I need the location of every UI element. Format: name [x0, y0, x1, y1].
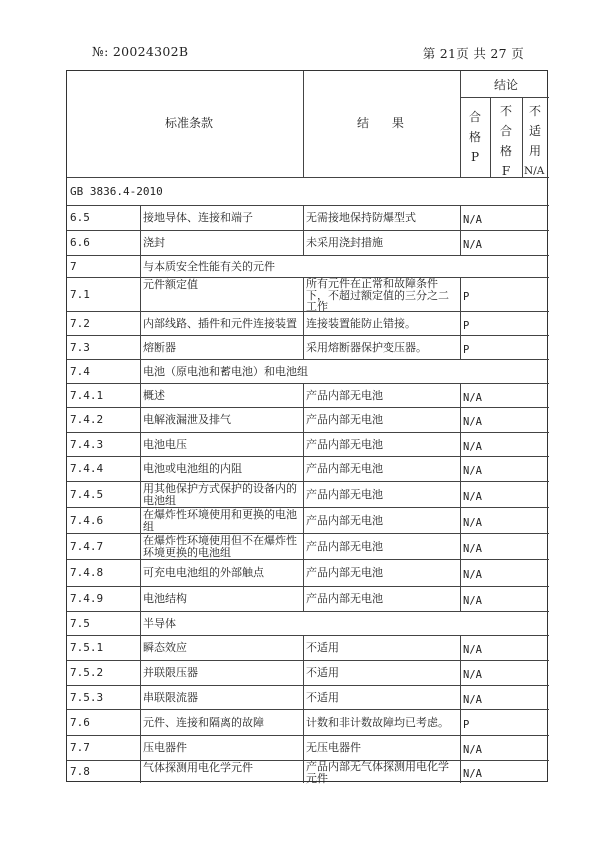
grid-line [140, 611, 141, 635]
row-result: 产品内部无电池 [306, 488, 383, 501]
grid-line [140, 507, 141, 533]
grid-line [490, 97, 491, 177]
grid-line [303, 760, 304, 783]
row-clause-title: 概述 [143, 389, 165, 402]
na-column-header-char: 不 [528, 104, 541, 118]
row-clause-title: 气体探测用电化学元件 [143, 761, 253, 774]
na-column-header-char: 适 [528, 124, 541, 138]
grid-line [303, 709, 304, 735]
grid-line [140, 559, 141, 586]
grid-line [460, 559, 461, 586]
row-clause-title: 与本质安全性能有关的元件 [143, 260, 275, 273]
grid-line [303, 335, 304, 359]
grid-line [303, 277, 304, 311]
grid-line [303, 735, 304, 760]
na-column-header [524, 101, 545, 181]
row-clause-title: 元件额定值 [143, 278, 198, 291]
grid-line [522, 97, 523, 177]
row-clause-title: 电解液漏泄及排气 [143, 413, 231, 426]
row-verdict: N/A [463, 392, 482, 404]
grid-line [460, 635, 461, 660]
grid-line [303, 481, 304, 507]
row-verdict: N/A [463, 441, 482, 453]
grid-line [303, 660, 304, 685]
row-clause-number: 7.4.4 [70, 462, 104, 475]
grid-line [460, 230, 461, 255]
row-clause-title: 接地导体、连接和端子 [143, 211, 253, 224]
grid-line [140, 432, 141, 456]
row-clause-number: 7.4.3 [70, 438, 104, 451]
row-result: 所有元件在正常和故障条件下，不超过额定值的三分之二工作 [306, 277, 449, 313]
grid-line [460, 456, 461, 481]
row-clause-number: 7.4.5 [70, 488, 104, 501]
grid-line [460, 432, 461, 456]
row-clause-title: 瞬态效应 [143, 641, 187, 654]
na-column-header-char: N/A [524, 165, 545, 177]
row-verdict: N/A [463, 491, 482, 503]
row-clause-number: 7.4 [70, 365, 90, 378]
row-result: 产品内部无电池 [306, 514, 383, 527]
grid-line [460, 335, 461, 359]
grid-line [460, 507, 461, 533]
row-clause-title: 元件、连接和隔离的故障 [143, 716, 264, 729]
grid-line [140, 760, 141, 783]
row-result: 不适用 [306, 641, 339, 654]
grid-line [140, 635, 141, 660]
standard-label: GB 3836.4-2010 [70, 185, 163, 198]
grid-line [140, 335, 141, 359]
grid-line [460, 71, 461, 177]
row-result: 连接装置能防止错接。 [306, 317, 416, 330]
row-verdict: P [463, 719, 470, 731]
row-clause-number: 7.2 [70, 317, 90, 330]
row-clause-title: 在爆炸性环境使用但不在爆炸性环境更换的电池组 [143, 534, 297, 559]
grid-line [140, 660, 141, 685]
grid-line [460, 735, 461, 760]
row-result: 不适用 [306, 666, 339, 679]
row-clause-title: 并联限压器 [143, 666, 198, 679]
grid-line [460, 586, 461, 611]
conclusion-column-header: 结论 [494, 78, 519, 92]
grid-line [460, 533, 461, 559]
row-clause-title: 电池或电池组的内阻 [143, 462, 242, 475]
row-verdict: N/A [463, 416, 482, 428]
grid-line [303, 407, 304, 432]
row-result: 产品内部无电池 [306, 413, 383, 426]
row-verdict: N/A [463, 517, 482, 529]
row-verdict: N/A [463, 744, 482, 756]
grid-line [140, 407, 141, 432]
grid-line [140, 586, 141, 611]
row-clause-title: 浇封 [143, 236, 165, 249]
fail-column-header-char: 合 [499, 124, 512, 138]
row-clause-title: 内部线路、插件和元件连接装置 [143, 317, 297, 330]
row-clause-number: 6.6 [70, 236, 90, 249]
row-verdict: N/A [463, 239, 482, 251]
grid-line [460, 685, 461, 709]
grid-line [303, 230, 304, 255]
row-result: 产品内部无气体探测用电化学元件 [306, 760, 449, 785]
row-result: 无需接地保持防爆型式 [306, 211, 416, 224]
row-verdict: N/A [463, 669, 482, 681]
result-column-header: 结 果 [357, 116, 404, 130]
row-clause-number: 7.5.1 [70, 641, 104, 654]
fail-column-header-char: 不 [499, 104, 512, 118]
row-clause-title: 半导体 [143, 617, 176, 630]
row-clause-number: 7.5 [70, 617, 90, 630]
grid-line [303, 635, 304, 660]
row-clause-number: 7.7 [70, 741, 90, 754]
row-clause-title: 电池结构 [143, 592, 187, 605]
row-verdict: N/A [463, 768, 482, 780]
row-clause-title: 串联限流器 [143, 691, 198, 704]
row-result: 无压电器件 [306, 741, 361, 754]
document-number: №: 20024302B [92, 44, 189, 59]
grid-line [140, 255, 141, 277]
grid-line [140, 230, 141, 255]
row-clause-number: 7.4.8 [70, 566, 104, 579]
row-result: 不适用 [306, 691, 339, 704]
grid-line [303, 311, 304, 335]
row-result: 产品内部无电池 [306, 438, 383, 451]
grid-line [303, 533, 304, 559]
page-indicator: 第 21页 共 27 页 [422, 46, 524, 61]
grid-line [140, 735, 141, 760]
row-clause-title: 电池（原电池和蓄电池）和电池组 [143, 365, 308, 378]
grid-line [303, 205, 304, 230]
grid-line [140, 533, 141, 559]
row-clause-number: 7.4.9 [70, 592, 104, 605]
grid-line [460, 407, 461, 432]
row-verdict: P [463, 291, 470, 303]
row-verdict: N/A [463, 694, 482, 706]
grid-line [140, 383, 141, 407]
row-clause-number: 7.5.3 [70, 691, 104, 704]
row-verdict: P [463, 344, 470, 356]
row-clause-number: 6.5 [70, 211, 90, 224]
row-clause-number: 7.4.6 [70, 514, 104, 527]
row-result: 产品内部无电池 [306, 462, 383, 475]
grid-line [460, 205, 461, 230]
row-clause-title: 电池电压 [143, 438, 187, 451]
row-clause-number: 7 [70, 260, 77, 273]
grid-line [140, 709, 141, 735]
grid-line [303, 432, 304, 456]
row-clause-title: 压电器件 [143, 741, 187, 754]
grid-line [140, 456, 141, 481]
row-verdict: N/A [463, 543, 482, 555]
grid-line [303, 71, 304, 177]
row-clause-number: 7.1 [70, 288, 90, 301]
row-clause-title: 在爆炸性环境使用和更换的电池组 [143, 508, 297, 533]
row-verdict: N/A [463, 644, 482, 656]
row-clause-number: 7.4.1 [70, 389, 104, 402]
row-result: 产品内部无电池 [306, 389, 383, 402]
grid-line [460, 709, 461, 735]
grid-line [460, 311, 461, 335]
grid-line [140, 359, 141, 383]
grid-line [140, 481, 141, 507]
row-clause-title: 可充电电池组的外部触点 [143, 566, 264, 579]
fail-column-header-char: 格 [499, 144, 512, 158]
grid-line [460, 481, 461, 507]
row-clause-number: 7.6 [70, 716, 90, 729]
grid-line [303, 507, 304, 533]
row-result: 未采用浇封措施 [306, 236, 383, 249]
fail-column-header-char: F [501, 164, 511, 178]
grid-line [460, 660, 461, 685]
test-report-table [66, 70, 548, 785]
fail-column-header [499, 101, 513, 181]
row-clause-number: 7.8 [70, 765, 90, 778]
row-verdict: N/A [463, 214, 482, 226]
row-verdict: P [463, 320, 470, 332]
row-clause-number: 7.3 [70, 341, 90, 354]
grid-line [303, 685, 304, 709]
na-column-header-char: 用 [528, 144, 541, 158]
row-clause-title: 用其他保护方式保护的设备内的电池组 [143, 482, 297, 507]
row-clause-number: 7.4.2 [70, 413, 104, 426]
grid-line [67, 177, 549, 178]
row-clause-title: 熔断器 [143, 341, 176, 354]
pass-column-header-char: 格 [468, 130, 481, 144]
grid-line [303, 586, 304, 611]
grid-line [140, 205, 141, 230]
grid-line [303, 383, 304, 407]
row-clause-number: 7.4.7 [70, 540, 104, 553]
pass-column-header-char: P [470, 150, 480, 164]
row-verdict: N/A [463, 595, 482, 607]
grid-line [460, 383, 461, 407]
grid-line [303, 559, 304, 586]
grid-line [140, 311, 141, 335]
grid-line [303, 456, 304, 481]
pass-column-header-char: 合 [468, 110, 481, 124]
clause-column-header: 标准条款 [165, 116, 214, 130]
row-result: 产品内部无电池 [306, 540, 383, 553]
grid-line [460, 97, 549, 98]
pass-column-header [468, 107, 482, 167]
row-verdict: N/A [463, 569, 482, 581]
grid-line [140, 685, 141, 709]
row-result: 产品内部无电池 [306, 592, 383, 605]
row-result: 产品内部无电池 [306, 566, 383, 579]
grid-line [460, 760, 461, 783]
grid-line [140, 277, 141, 311]
row-clause-number: 7.5.2 [70, 666, 104, 679]
row-verdict: N/A [463, 465, 482, 477]
row-result: 计数和非计数故障均已考虑。 [306, 716, 449, 729]
row-result: 采用熔断器保护变压器。 [306, 341, 427, 354]
grid-line [460, 277, 461, 311]
